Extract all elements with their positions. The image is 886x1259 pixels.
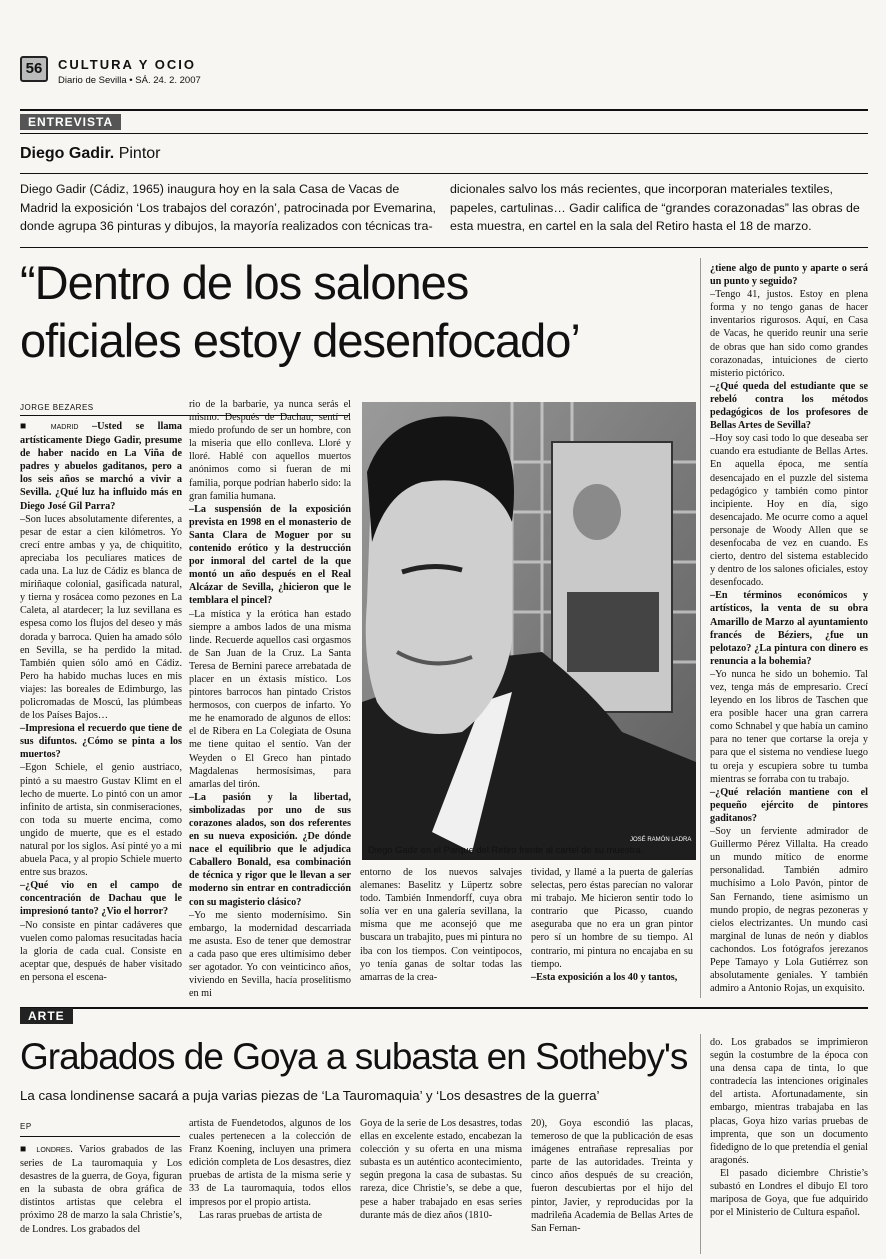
art-col2-text: artista de Fuendetodos, algunos de los cuales pertenecen a la colección de Franz Koening, incluyen una primera edición completa de Los desastres, diez pruebas de artista de la misma serie y 33 de La tauromaquia, todos ellos impresos por el propio artista. (189, 1118, 351, 1208)
photo-caption: Diego Gadir en el Parque del Retiro frente al cartel de su muestra. (368, 844, 644, 855)
header-rule (20, 109, 868, 111)
interview-column-1 (20, 420, 182, 990)
art-column-divider (700, 1034, 701, 1254)
dateline-location: MADRID (50, 424, 79, 431)
dateline-marker: ■ (20, 1144, 37, 1155)
page-number-box (20, 56, 48, 82)
art-headline: Grabados de Goya a subasta en Sotheby's (20, 1036, 688, 1077)
answer: rio de la barbarie, ya nunca serás el mismo. Después de Dachau, sentí el miedo profundo de ser un hombre, con la miseria que ello conlleva. Lloré y lloré. Hablé con aquellos muertos anónimos como si fueran de mi familia, porque podrían haberlo sido: la gran familia humana. (189, 399, 351, 502)
col1-lead (20, 420, 182, 513)
answer: –Yo nunca he sido un bohemio. Tal vez, tenga más de empresario. Crecí leyendo en los libros de Taschen que era posible hacer una gran carrera como Schnabel y que había un camino para no tener que cortarse la oreja y para que el sistema no vendiese luego tu oreja y escupiera sobre tu tumba mientras se forraba con tu trabajo. (710, 668, 868, 785)
person-heading (20, 145, 161, 163)
interview-column-4 (531, 866, 693, 990)
column-divider-right (700, 258, 701, 998)
art-byline: EP (20, 1122, 32, 1131)
answer: –Tengo 41, justos. Estoy en plena forma y no tengo ganas de hacer inventarios rigurosos. Aquí, en Casa de Vacas, he querido reunir una serie de obras que han sido como grandes corazonadas, intuiciones de cierto misterio pictórico. (710, 289, 868, 379)
art-column-2 (189, 1117, 351, 1253)
interview-headline (20, 254, 580, 370)
person-name: Diego Gadir. (20, 145, 115, 162)
question: –En términos económicos y artísticos, la venta de su obra Amarillo de Marzo al ayuntamiento francés de Béziers, ¿fue un pelotazo? ¿La pintura con dinero es renuncia a la bohemia? (710, 590, 868, 667)
label-underline (20, 133, 868, 134)
answer: –Soy un ferviente admirador de Guillermo Pérez Villalta. Ha creado un mundo mítico de enorme personalidad. También admiro muchísimo a Lolo Pavón, pintor de San Fernando, tiene asimismo un mundo propio, de negras pezoneras y cielos electrizantes. Un mundo casi marginal de lunas de neón y diablos cachondos. Los fotógrafos jerezanos Pepe Tamayo y Lola Gutiérrez son absolutamente geniales. Y también admiro a Antonio Rojas, un exquisito. (710, 826, 868, 995)
bullet-separator: • (129, 75, 133, 86)
person-role: Pintor (118, 145, 161, 162)
question: –Usted se llama artísticamente Diego Gadir, presume de haber nacido en La Viña de padres y abuelos gaditanos, pero a los seis años se marchó a vivir a Sevilla. ¿Qué luz ha influido más en Diego José Gil Parra? (20, 421, 183, 512)
answer: –La mística y la erótica han estado siempre a ambos lados de una misma linde. Recuerde aquellos casi orgasmos de San Juan de la Cruz. La Santa Teresa de Bernini parece arrebatada de placer en un éxtasis místico. Los pintores barrocos han pintado Cristos hermosos, con cuerpos de infarto. Yo me he enamorado de algunos de ellos: el de Ribera en La Colegiata de Osuna me tiene quitao el sentío. Van der Weyden o El Greco han pintado Magdalenas hermosísimas, para amarlas del tirón. (189, 608, 351, 790)
answer: entorno de los nuevos salvajes alemanes: Baselitz y Lüpertz sobre todo. También Inmendorff, cuya obra solía ver en una galería sevillana, la misma que me aconsejó que me buscara un trabajito, pues mi pintura no iba con los tiempos. Con veintipocos, yo tenía ganas de soltar todas las amarras de la crea- (360, 867, 522, 983)
art-col5-text-b: El pasado diciembre Christie’s subastó en Londres el dibujo El toro mariposa de Goya, que fue adquirido por el Ministerio de Cultura español. (710, 1167, 868, 1219)
dateline-marker: ■ (20, 421, 51, 432)
portrait-illustration (362, 402, 696, 860)
art-column-5 (710, 1036, 868, 1254)
answer: tividad, y llamé a la puerta de galerías selectas, pero éstas parecían no valorar mi trabajo. Me hicieron sentir todo lo contrario que Picasso, cuando aseguraba que no era un gran pintor pero sí un hombre de su tiempo. Al contrario, mi pintura no encajaba en su tiempo. (531, 867, 693, 970)
art-col5-text: do. Los grabados se imprimieron según la costumbre de la época con una densa capa de tinta, lo que contradecía las intenciones originales del artista. Afortunadamente, sin embargo, mientras trabajaba en las placas, Goya hizo varias pruebas de imprenta, que son un documento fidedigno de lo que pretendía el genial aragonés. (710, 1037, 868, 1166)
interview-column-3 (360, 866, 522, 990)
art-section-rule (20, 1007, 868, 1009)
intro-top-rule (20, 173, 868, 174)
author-byline: JORGE BEZARES (20, 403, 94, 412)
question: ¿tiene algo de punto y aparte o será un punto y seguido? (710, 263, 868, 288)
answer: –Egon Schiele, el genio austriaco, pintó a su maestro Gustav Klimt en el lecho de muerte. Lo pintó con un amor infinito de artista, sin conmiseraciones, con toda su muerte encima, como ungido de muerte, que es el estado natural por los siglos. Así pinté yo a mi abuela Paca, y al propio Schiele muerto entre sus brazos. (20, 762, 182, 879)
publication-line (58, 75, 201, 86)
art-column-4 (531, 1117, 693, 1253)
interview-column-5 (710, 262, 868, 995)
question: –¿Qué relación mantiene con el pequeño ejército de pintores gaditanos? (710, 786, 868, 824)
section-title: CULTURA Y OCIO (58, 57, 197, 72)
answer: –Son luces absolutamente diferentes, a pesar de estar a cien kilómetros. Yo crecí entre ambas y ya, de chiquitito, apreciaba los peculiares matices de cada una. La luz de Cádiz es blanca de miriñaque colonial, gasificada natural, y tierna y rosácea como pezones en La Caleta, al atardecer; la luz sevillana es espesa como los flujos del deseo y más dorada y barroca. Quien ha amado sólo en Sevilla, se ha perdido la mitad. También quien sólo amó en Cádiz. Pero ha habido muchas luces en mis viajes: las boreales de Edimburgo, las policromadas de Moscú, las plúmbeas de los Países Bajos… (20, 513, 182, 722)
art-dateline: LONDRES (36, 1147, 71, 1154)
publication-name: Diario de Sevilla (58, 75, 127, 86)
section-label-entrevista: ENTREVISTA (20, 114, 121, 130)
photo-credit: JOSÉ RAMÓN LADRA (630, 837, 692, 843)
art-col2-text-b: Las raras pruebas de artista de (199, 1209, 323, 1221)
answer: –Hoy soy casi todo lo que deseaba ser cuando era estudiante de Bellas Artes. En aquella época, me sentía desencajado en el puzzle del sistema pedagógico y también como pintor incipiente. Hoy en día, sigo desencajado. Me ocurre como a aquel personaje de Woody Allen que se desenfocaba de vez en cuando. Es cierto, dentro del sistema establecido y dentro de los salones oficiales, estoy desenfocado. (710, 433, 868, 589)
art-col4-text: 20), Goya escondió las placas, temeroso de que la publicación de esas imágenes entrañase represalias por parte de las autoridades. Treinta y cinco años después de su creación, fueron descubiertas por el hijo del pintor, Javier, y reproducidas por la madrileña Academia de Bellas Artes de San Fernan- (531, 1118, 693, 1234)
publication-date: SÁ. 24. 2. 2007 (135, 75, 201, 86)
art-col1-text: ■ LONDRES. Varios grabados de las series de La tauromaquia y Los desastres de la guerra, de Goya, figuran en la subasta de obra gráfica de distintos artistas que celebra el próximo 28 de marzo la sala Christie’s, de Londres. Los grabados del (20, 1144, 182, 1235)
art-column-1 (20, 1143, 182, 1253)
page-number: 56 (25, 60, 43, 77)
answer: –No consiste en pintar cadáveres que vuelen como palomas resucitadas hacia la gloria de cada cual. Consiste en aceptar que, después de haber visitado en persona el escena- (20, 919, 182, 983)
art-subhead: La casa londinense sacará a puja varias piezas de ‘La Tauromaquia’ y ‘Los desastres de la guerra’ (20, 1088, 600, 1103)
section-label-arte: ARTE (20, 1008, 73, 1024)
answer: –Yo me siento modernísimo. Sin embargo, la modernidad descarriada me asusta. Eso de tener que demostrar a cada paso que eres ultimísimo deber ser agotador. Yo con veinticinco años, viviendo en Sevilla, hacía proselitismo en mi (189, 909, 351, 1000)
question: –¿Qué vio en el campo de concentración de Dachau que le impresionó tanto? ¿Vio el horror? (20, 880, 182, 918)
intro-right: dicionales salvo los más recientes, que incorporan materiales textiles, papeles, cartulinas… Gadir califica de “grandes corazonadas” las obras de esta muestra, en cartel en la sala del Retiro hasta el 18 de marzo. (450, 182, 860, 233)
question: –La suspensión de la exposición prevista en 1998 en el monasterio de Santa Clara de Moguer por su contenido erótico y la destrucción por inmoral del cartel de la que montó un año después en el Real Alcázar de Sevilla, ¿hicieron que le temblara el pincel? (189, 503, 351, 607)
headline-line-2: oficiales estoy desenfocado’ (20, 314, 580, 367)
question: –¿Qué queda del estudiante que se rebeló contra los métodos pedagógicos de los profesores de Bellas Artes de Sevilla? (710, 380, 868, 432)
intro-left: Diego Gadir (Cádiz, 1965) inaugura hoy en la sala Casa de Vacas de Madrid la exposición ‘Los trabajos del corazón’, patrocinada por Evemarina, donde agrupa 36 pinturas y dibujos, la mayoría realizados con técnicas tra- (20, 182, 436, 233)
interview-column-2 (189, 398, 351, 1000)
intro-bottom-rule (20, 247, 868, 248)
headline-line-1: “Dentro de los salones (20, 256, 469, 309)
question: –Impresiona el recuerdo que tiene de sus difuntos. ¿Cómo se pinta a los muertos? (20, 723, 182, 761)
art-lead: Varios grabados de las series de La tauromaquia y Los desastres de la guerra, de Goya, figuran en la subasta de obra gráfica de distintos artistas que celebra el próximo 28 de marzo la sala Christie’s, de Londres. Los grabados del (20, 1144, 182, 1235)
art-column-3 (360, 1117, 522, 1253)
question: –Esta exposición a los 40 y tantos, (531, 971, 678, 983)
portrait-photo (362, 402, 696, 860)
art-col3-text: Goya de la serie de Los desastres, todas ellas en excelente estado, encabezan la colección y su oferta en una misma subasta es un auténtico acontecimiento, según pregona la casa de subastas. Su rareza, dice Christie’s, se debe a que, pese a haber trabajado en esas series durante más de diez años (1810- (360, 1118, 522, 1221)
question: –La pasión y la libertad, simbolizadas por uno de sus corazones alados, son dos referentes en su nueva exposición. ¿De dónde nace el equilibrio que le adjudica Caballero Bonald, esa combinación de técnica y rigor que le llevan a ser moderno sin entrar en contradicción con su magisterio clásico? (189, 791, 351, 908)
art-byline-rule (20, 1136, 180, 1137)
